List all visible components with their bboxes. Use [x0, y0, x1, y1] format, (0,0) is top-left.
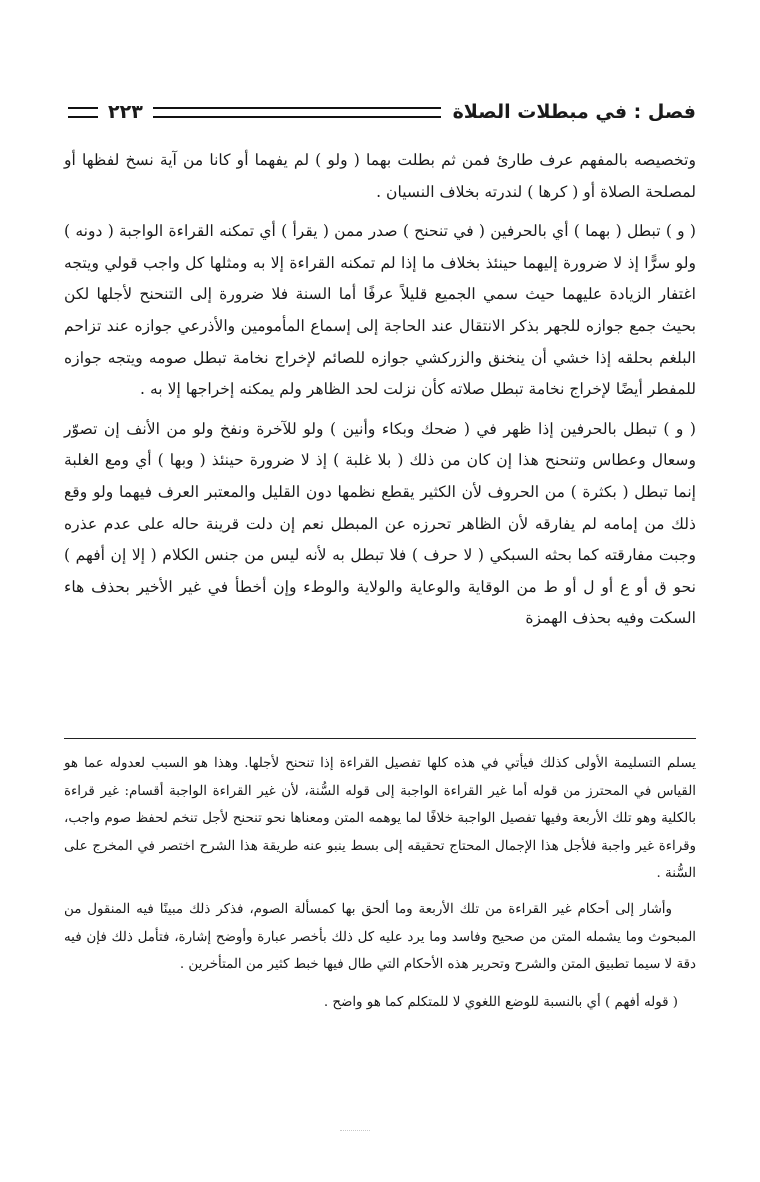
main-paragraph: ( و ) تبطل ( بهما ) أي بالحرفين ( في تنحنح ) صدر ممن ( يقرأ ) أي تمكنه القراءة الواجبة ( دونه ) ولو سرًّا إذ لا ضرورة إليهما حينئذ بخلاف ما إذا لم تمكنه القراءة إلا به ومثلها كل واجب قولي ويتجه اغتفار الزيادة عليهما حيث سمي الجميع قليلاً عرفًا أما السنة فلا ضرورة إلى التنحنح لأجلها لكن بحيث جمع جوازه للجهر بذكر الانتقال عند الحاجة إلى إسماع المأمومين والأذرعي جوازه عند تزاحم البلغم بحلقه إذا خشي أن ينخنق والزركشي جوازه للصائم لإخراج نخامة تبطل صومه ويتجه جوازه للمفطر أيضًا لإخراج نخامة تبطل صلاته كأن نزلت لحد الظاهر ولم يمكنه إخراجها إلا به .	[64, 222, 696, 399]
footnote-paragraph: ( قوله أفهم ) أي بالنسبة للوضع اللغوي لا للمتكلم كما هو واضح .	[323, 994, 678, 1010]
header-rule	[153, 107, 441, 118]
header-rule-short	[68, 107, 98, 118]
footnotes	[64, 750, 696, 1016]
main-paragraph: وتخصيصه بالمفهم عرف طارئ فمن ثم بطلت بهما ( ولو ) لم يفهما أو كانا من آية نسخ لفظها أو لمصلحة الصلاة أو ( كرها ) لندرته بخلاف النسيان .	[64, 151, 696, 201]
chapter-title: فصل : في مبطلات الصلاة	[452, 101, 696, 123]
scan-artifact	[340, 1130, 370, 1133]
page-number: ٢٢٣	[108, 101, 143, 123]
main-text	[64, 145, 696, 635]
footnote-paragraph: وأشار إلى أحكام غير القراءة من تلك الأربعة وما ألحق بها كمسألة الصوم، فذكر ذلك مبينًا فيه المنقول من المبحوث وما يشمله المتن من صحيح وفاسد وما يرد عليه كل ذلك بأخصر عبارة وأوضح إشارة، فتأمل ذلك فإن فيه دقة لا سيما تطبيق المتن والشرح وتحرير هذه الأحكام التي طال فيها خبط كثير من المتأخرين .	[64, 901, 696, 973]
running-header	[64, 100, 696, 124]
footnote-separator	[64, 738, 696, 739]
main-paragraph: ( و ) تبطل بالحرفين إذا ظهر في ( ضحك وبكاء وأنين ) ولو للآخرة ونفخ ولو من الأنف إن تصوّر وسعال وعطاس وتنحنح هذا إن كان من ذلك ( بلا غلبة ) إذ لا ضرورة حينئذ ( وبها ) أي ومع الغلبة إنما تبطل ( بكثرة ) من الحروف لأن الكثير يقطع نظمها دون القليل والمعتبر العرف فيهما ولو وقع ذلك من إمامه لم يفارقه لأن الظاهر تحرزه عن المبطل نعم إن دلت قرينة حاله على عدم عذره وجبت مفارقته كما بحثه السبكي ( لا حرف ) فلا تبطل به لأنه ليس من جنس الكلام ( إلا إن أفهم ) نحو ق أو ع أو ل أو ط من الوقاية والوعاية والولاية والوطء وإن أخطأ في غير الأخير بحذف هاء السكت وفيه بحذف الهمزة	[64, 419, 696, 628]
footnote-paragraph: يسلم التسليمة الأولى كذلك فيأتي في هذه كلها تفصيل القراءة إذا تنحنح لأجلها. وهذا هو السبب لعدوله عما هو القياس في المحترز من قوله أما غير القراءة الواجبة إلى قوله السُّنة، لأن غير القراءة الواجبة أقسام: غير قراءة بالكلية وهو تلك الأربعة وفيها تفصيل الواجبة خلافًا لما يوهمه المتن ومعناها نحو تنحنح لأجل تنخم لحفظ صوم واجب، وقراءة غير واجبة فلأجل هذا الإجمال المحتاج تحقيقه إلى بسط ينبو عنه طريقة هذا الشرح اختصر في المخرج على السُّنة .	[64, 756, 696, 882]
